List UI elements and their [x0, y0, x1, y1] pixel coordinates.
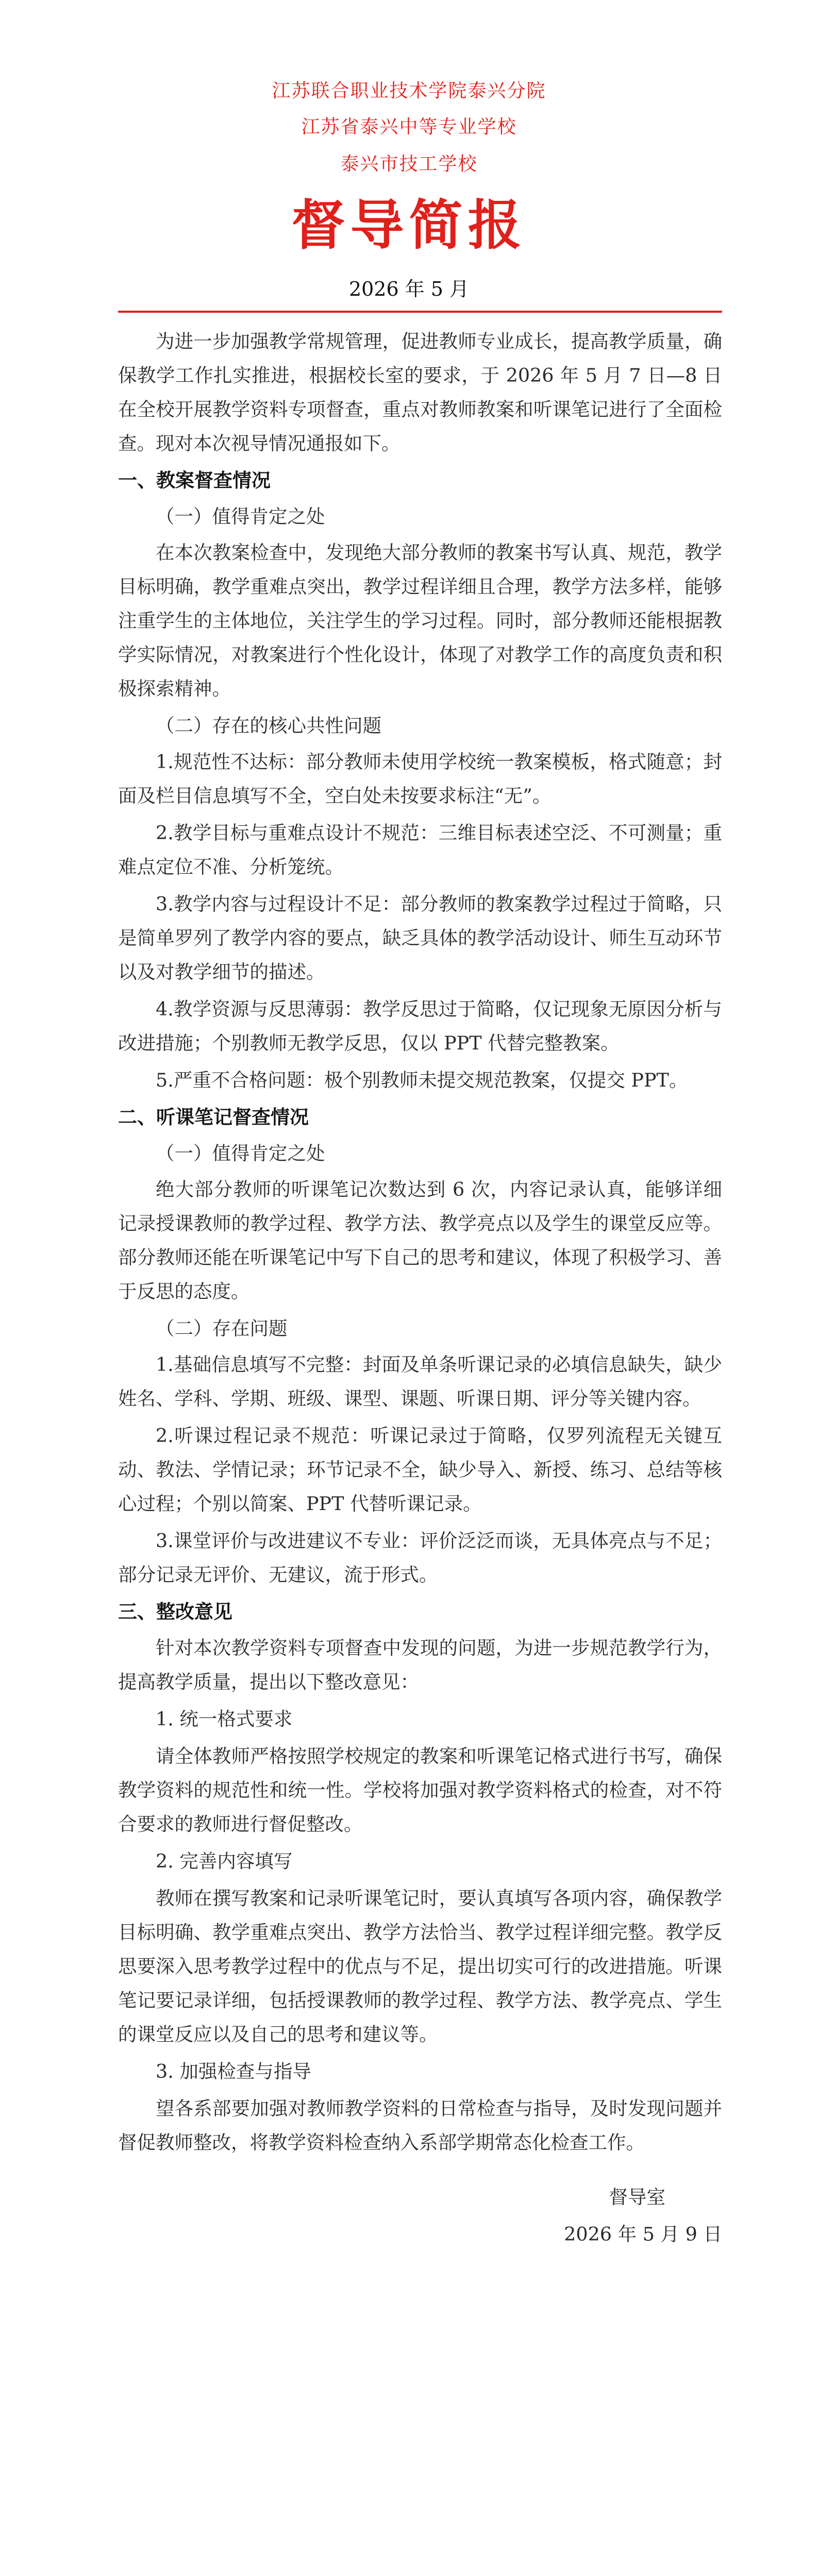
- section-3-item-text: 教师在撰写教案和记录听课笔记时，要认真填写各项内容，确保教学目标明确、教学重难点突出、教学方法恰当、教学过程详细完整。教学反思要深入思考教学过程中的优点与不足，提出切实可行的改进措施。听课笔记要记录详细，包括授课教师的教学过程、教学方法、教学亮点、学生的课堂反应以及自己的思考和建议等。: [118, 1887, 722, 2045]
- report-body: [118, 325, 722, 2255]
- report-title: 督导简报: [291, 194, 527, 257]
- section-3-heading: 三、整改意见: [118, 1601, 232, 1623]
- section-3-item-title: 2. 完善内容填写: [156, 1850, 293, 1872]
- red-divider-top: [118, 311, 722, 313]
- section-1-sub-2: （二）存在的核心共性问题: [156, 715, 381, 737]
- section-3-item-text: 望各系部要加强对教师教学资料的日常检查与指导，及时发现问题并督促教师整改，将教学资料检查纳入系部学期常态化检查工作。: [118, 2097, 722, 2154]
- section-3-intro: 针对本次教学资料专项督查中发现的问题，为进一步规范教学行为，提高教学质量，提出以下整改意见：: [118, 1637, 722, 1693]
- section-2-item: 3.课堂评价与改进建议不专业：评价泛泛而谈，无具体亮点与不足；部分记录无评价、无建议，流于形式。: [118, 1530, 722, 1586]
- section-1-item: 1.规范性不达标：部分教师未使用学校统一教案模板，格式随意；封面及栏目信息填写不全，空白处未按要求标注“无”。: [118, 751, 722, 807]
- section-2-sub-1: （一）值得肯定之处: [156, 1142, 325, 1164]
- section-1-item: 5.严重不合格问题：极个别教师未提交规范教案，仅提交 PPT。: [156, 1069, 688, 1091]
- section-1-item: 3.教学内容与过程设计不足：部分教师的教案教学过程过于简略，只是简单罗列了教学内容的要点，缺乏具体的教学活动设计、师生互动环节以及对教学细节的描述。: [118, 893, 722, 983]
- section-3-item-text: 请全体教师严格按照学校规定的教案和听课笔记格式进行书写，确保教学资料的规范性和统一性。学校将加强对教学资料格式的检查，对不符合要求的教师进行督促整改。: [118, 1745, 722, 1835]
- signature-office: 督导室: [609, 2186, 665, 2208]
- school-name-1: 江苏联合职业技术学院泰兴分院: [272, 80, 546, 101]
- section-2-item: 2.听课过程记录不规范：听课记录过于简略，仅罗列流程无关键互动、教法、学情记录；环节记录不全，缺少导入、新授、练习、总结等核心过程；个别以简案、PPT 代替听课记录。: [118, 1425, 722, 1515]
- section-1-sub-1-text: 在本次教案检查中，发现绝大部分教师的教案书写认真、规范，教学目标明确，教学重难点突出，教学过程详细且合理，教学方法多样，能够注重学生的主体地位，关注学生的学习过程。同时，部分教师还能根据教学实际情况，对教案进行个性化设计，体现了对教学工作的高度负责和积极探索精神。: [118, 541, 722, 700]
- section-3-item-title: 3. 加强检查与指导: [156, 2060, 311, 2082]
- section-2-item: 1.基础信息填写不完整：封面及单条听课记录的必填信息缺失，缺少姓名、学科、学期、班级、课型、课题、听课日期、评分等关键内容。: [118, 1353, 722, 1410]
- report-date: 2026 年 5 月: [348, 278, 470, 300]
- section-2-sub-1-text: 绝大部分教师的听课笔记次数达到 6 次，内容记录认真，能够详细记录授课教师的教学过程、教学方法、教学亮点以及学生的课堂反应等。部分教师还能在听课笔记中写下自己的思考和建议，体现了积极学习、善于反思的态度。: [118, 1178, 722, 1302]
- section-3-item-title: 1. 统一格式要求: [156, 1708, 293, 1730]
- intro-paragraph: 为进一步加强教学常规管理，促进教师专业成长，提高教学质量，确保教学工作扎实推进，根据校长室的要求，于 2026 年 5 月 7 日—8 日在全校开展教学资料专项督查，重点对教师教案和听课笔记进行了全面检查。现对本次视导情况通报如下。: [118, 330, 722, 454]
- section-1-heading: 一、教案督查情况: [118, 469, 271, 492]
- section-1-item: 4.教学资源与反思薄弱：教学反思过于简略，仅记现象无原因分析与改进措施；个别教师无教学反思，仅以 PPT 代替完整教案。: [118, 998, 722, 1054]
- signature-date: 2026 年 5 月 9 日: [564, 2223, 722, 2245]
- school-name-3: 泰兴市技工学校: [340, 154, 478, 175]
- section-1-item: 2.教学目标与重难点设计不规范：三维目标表述空泛、不可测量；重难点定位不准、分析笼统。: [118, 822, 722, 878]
- section-1-sub-1: （一）值得肯定之处: [156, 505, 325, 528]
- section-2-heading: 二、听课笔记督查情况: [118, 1106, 309, 1128]
- school-name-2: 江苏省泰兴中等专业学校: [301, 116, 517, 138]
- section-2-sub-2: （二）存在问题: [156, 1317, 288, 1340]
